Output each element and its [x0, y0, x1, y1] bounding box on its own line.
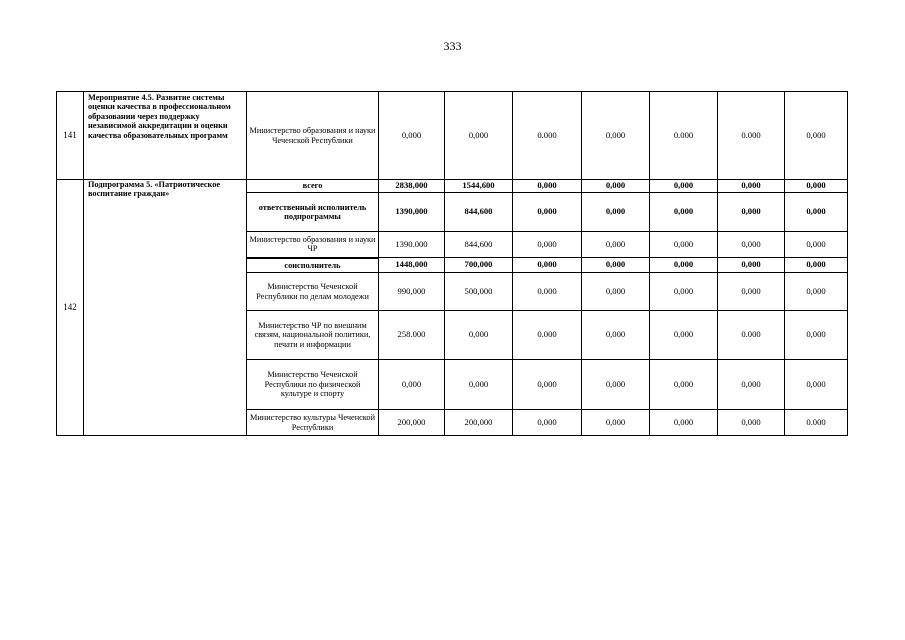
value-cell: 0,000	[650, 258, 718, 273]
value-cell: 0,000	[513, 180, 582, 193]
value-cell: 0,000	[718, 232, 785, 258]
table-row-141	[57, 92, 848, 180]
value-cell: 0,000	[718, 193, 785, 232]
value-cell: 0.000	[718, 92, 785, 180]
value-cell: 0,000	[785, 92, 848, 180]
value-cell: 0,000	[718, 360, 785, 410]
activity-description: Мероприятие 4.5. Развитие системы оценки качества в профессиональном образовании через поддержку независимой аккредитации и оценки качества образовательных программ	[84, 92, 247, 180]
value-cell: 0,000	[718, 258, 785, 273]
value-cell: 0,000	[785, 273, 848, 311]
value-cell: 0,000	[650, 180, 718, 193]
value-cell: 0,000	[650, 360, 718, 410]
participant-cell: Министерство Чеченской Республики по физической культуре и спорту	[247, 360, 379, 410]
subprogram-description: Подпрограмма 5. «Патриотическое воспитание граждан»	[84, 180, 247, 436]
value-cell: 500,000	[445, 273, 513, 311]
value-cell: 1544,600	[445, 180, 513, 193]
value-cell: 0.000	[718, 311, 785, 360]
value-cell: 0,000	[445, 311, 513, 360]
value-cell: 0,000	[582, 92, 650, 180]
value-cell: 0,000	[650, 311, 718, 360]
value-cell: 0,000	[582, 410, 650, 436]
value-cell: 0,000	[785, 180, 848, 193]
value-cell: 258.000	[379, 311, 445, 360]
participant-cell: Министерство Чеченской Республики по делам молодежи	[247, 273, 379, 311]
value-cell: 0,000	[785, 360, 848, 410]
budget-table	[56, 91, 848, 436]
value-cell: 0,000	[513, 258, 582, 273]
value-cell: 0,000	[582, 360, 650, 410]
value-cell: 0,000	[582, 273, 650, 311]
value-cell: 0,000	[445, 92, 513, 180]
value-cell: 0.000	[513, 273, 582, 311]
value-cell: 0,000	[513, 232, 582, 258]
value-cell: 0,000	[582, 258, 650, 273]
value-cell: 0,000	[513, 360, 582, 410]
value-cell: 0,000	[785, 193, 848, 232]
value-cell: 0,000	[785, 311, 848, 360]
value-cell: 200,000	[445, 410, 513, 436]
value-cell: 2838,000	[379, 180, 445, 193]
value-cell: 0,000	[513, 410, 582, 436]
value-cell: 1390,000	[379, 193, 445, 232]
participant-cell: Министерство образования и науки Чеченской Республики	[247, 92, 379, 180]
participant-cell: Министерство образования и науки ЧР	[247, 232, 379, 258]
row-number: 142	[57, 180, 84, 436]
value-cell: 0,000	[718, 180, 785, 193]
value-cell: 0,000	[582, 180, 650, 193]
value-cell: 0.000	[513, 92, 582, 180]
value-cell: 0,000	[785, 258, 848, 273]
participant-cell: ответственный исполнитель подпрограммы	[247, 193, 379, 232]
value-cell: 0,000	[582, 193, 650, 232]
value-cell: 0.000	[513, 311, 582, 360]
row-number: 141	[57, 92, 84, 180]
value-cell: 1390.000	[379, 232, 445, 258]
value-cell: 844,600	[445, 232, 513, 258]
value-cell: 0.000	[785, 410, 848, 436]
participant-cell: Министерство культуры Чеченской Республики	[247, 410, 379, 436]
value-cell: 0,000	[582, 311, 650, 360]
value-cell: 700,000	[445, 258, 513, 273]
value-cell: 990,000	[379, 273, 445, 311]
participant-cell: соисполнитель	[247, 258, 379, 273]
participant-cell: Министерство ЧР по внешним связям, национальной политики, печати и информации	[247, 311, 379, 360]
value-cell: 0,000	[650, 193, 718, 232]
value-cell: 0,000	[718, 273, 785, 311]
value-cell: 0,000	[379, 360, 445, 410]
participant-cell: всего	[247, 180, 379, 193]
value-cell: 0,000	[582, 232, 650, 258]
value-cell: 0,000	[650, 273, 718, 311]
value-cell: 0,000	[650, 232, 718, 258]
value-cell: 844,600	[445, 193, 513, 232]
page-number: 333	[443, 39, 462, 53]
value-cell: 0,000	[718, 410, 785, 436]
value-cell: 0,000	[785, 232, 848, 258]
value-cell: 1448,000	[379, 258, 445, 273]
value-cell: 0,000	[445, 360, 513, 410]
value-cell: 0,000	[379, 92, 445, 180]
value-cell: 0,000	[513, 193, 582, 232]
value-cell: 200,000	[379, 410, 445, 436]
value-cell: 0.000	[650, 92, 718, 180]
table-row-total	[57, 180, 848, 193]
value-cell: 0,000	[650, 410, 718, 436]
